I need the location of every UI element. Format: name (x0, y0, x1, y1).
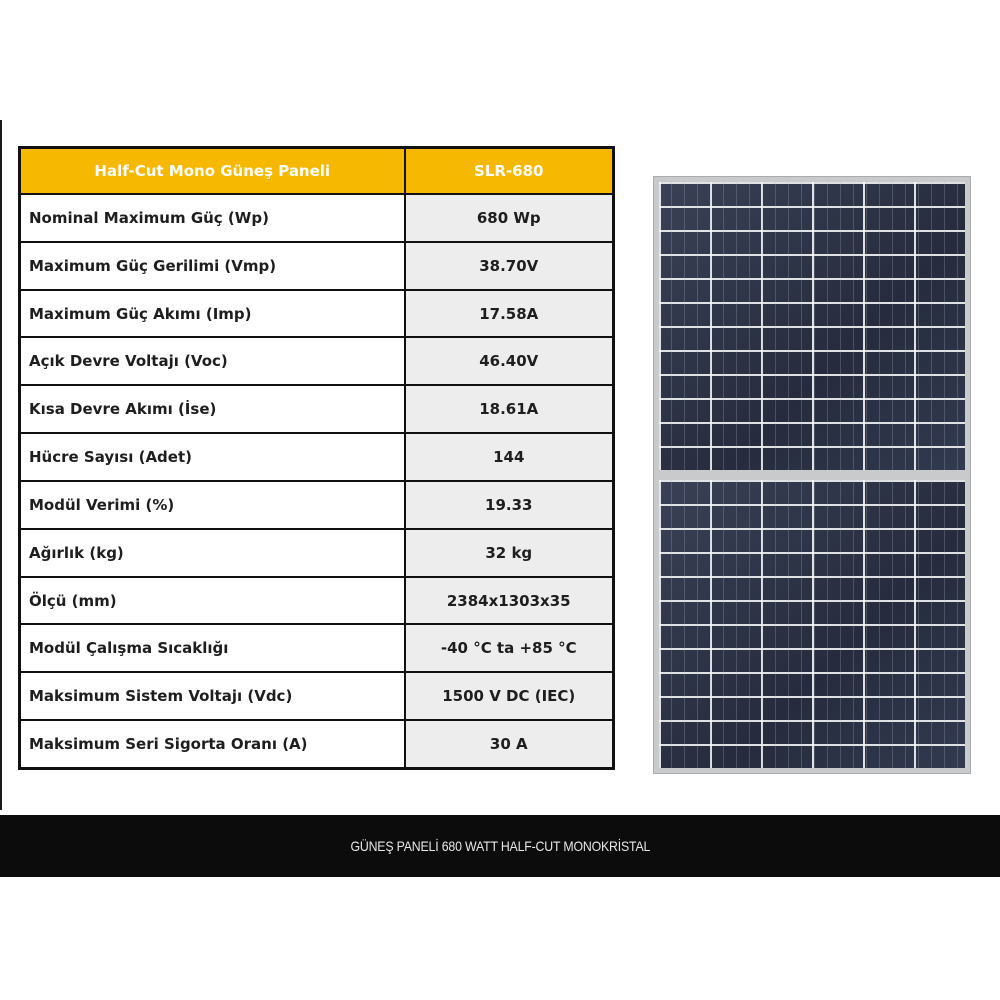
table-header-row (20, 148, 614, 195)
table-row (20, 529, 614, 577)
spec-label: Maksimum Seri Sigorta Oranı (A) (20, 720, 405, 768)
spec-label: Maximum Güç Gerilimi (Vmp) (20, 242, 405, 290)
spec-label: Modül Çalışma Sıcaklığı (20, 624, 405, 672)
caption-banner (0, 815, 1000, 877)
spec-value: 30 A (405, 720, 614, 768)
table-row (20, 720, 614, 768)
table-row (20, 194, 614, 242)
spec-value: 144 (405, 433, 614, 481)
spec-label: Kısa Devre Akımı (İse) (20, 385, 405, 433)
spec-label: Maksimum Sistem Voltajı (Vdc) (20, 672, 405, 720)
table-row (20, 577, 614, 625)
spec-value: 680 Wp (405, 194, 614, 242)
spec-label: Açık Devre Voltajı (Voc) (20, 337, 405, 385)
table-row (20, 242, 614, 290)
spec-table (18, 146, 615, 770)
table-row (20, 385, 614, 433)
spec-label: Maximum Güç Akımı (Imp) (20, 290, 405, 338)
spec-label: Ağırlık (kg) (20, 529, 405, 577)
spec-value: 46.40V (405, 337, 614, 385)
table-row (20, 337, 614, 385)
header-model: SLR-680 (405, 148, 614, 195)
header-product-name: Half-Cut Mono Güneş Paneli (20, 148, 405, 195)
spec-value: 1500 V DC (IEC) (405, 672, 614, 720)
spec-label: Modül Verimi (%) (20, 481, 405, 529)
spec-value: 18.61A (405, 385, 614, 433)
spec-value: 19.33 (405, 481, 614, 529)
table-row (20, 624, 614, 672)
caption-text: GÜNEŞ PANELİ 680 WATT HALF-CUT MONOKRİSTAL (350, 838, 650, 854)
spec-value: 2384x1303x35 (405, 577, 614, 625)
solar-panel-bottom-half (659, 480, 965, 768)
solar-panel-image (653, 176, 971, 774)
table-row (20, 672, 614, 720)
spec-label: Hücre Sayısı (Adet) (20, 433, 405, 481)
spec-value: 38.70V (405, 242, 614, 290)
spec-value: -40 °C ta +85 °C (405, 624, 614, 672)
table-row (20, 290, 614, 338)
spec-value: 32 kg (405, 529, 614, 577)
spec-value: 17.58A (405, 290, 614, 338)
solar-panel-top-half (659, 182, 965, 470)
spec-label: Nominal Maximum Güç (Wp) (20, 194, 405, 242)
left-border-line (0, 120, 2, 810)
table-row (20, 481, 614, 529)
spec-label: Ölçü (mm) (20, 577, 405, 625)
table-row (20, 433, 614, 481)
